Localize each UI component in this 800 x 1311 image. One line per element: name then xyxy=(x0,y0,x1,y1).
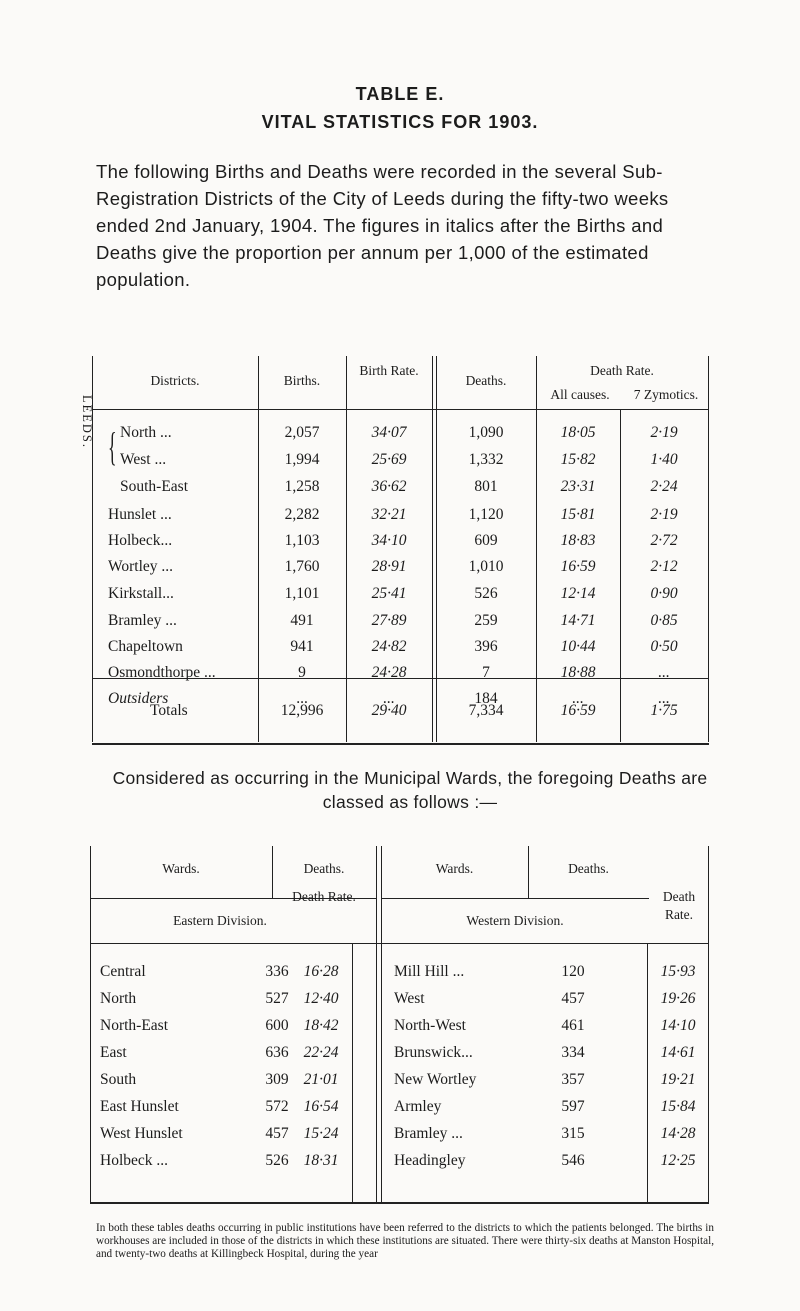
zymotics-rate: 0·50 xyxy=(650,638,678,655)
births-value: 12,996 xyxy=(280,702,324,719)
ward-deaths: 527 xyxy=(265,990,289,1007)
births-value: 1,760 xyxy=(284,558,320,575)
ward-name: Headingley xyxy=(394,1152,466,1169)
ward-death-rate: 14·61 xyxy=(660,1044,696,1061)
birth-rate-value: 32·21 xyxy=(371,506,407,523)
ward-death-rate: 22·24 xyxy=(303,1044,339,1061)
ward-deaths: 120 xyxy=(561,963,585,980)
ward-name: Brunswick... xyxy=(394,1044,473,1061)
zymotics-rate: ... xyxy=(658,690,670,707)
ward-death-rate: 12·25 xyxy=(660,1152,696,1169)
ward-name: North-East xyxy=(100,1017,169,1034)
ward-name: West Hunslet xyxy=(100,1125,183,1142)
ward-death-rate: 19·26 xyxy=(660,990,696,1007)
birth-rate-value: 25·69 xyxy=(371,451,407,468)
district-name: Chapeltown xyxy=(108,638,183,655)
all-causes-rate: 18·05 xyxy=(560,424,596,441)
all-causes-rate: ... xyxy=(572,690,584,707)
birth-rate-value: 34·07 xyxy=(371,424,407,441)
all-causes-rate: 12·14 xyxy=(560,585,596,602)
birth-rate-value: 24·28 xyxy=(371,664,407,681)
deaths-value: 259 xyxy=(474,612,498,629)
ward-death-rate: 18·31 xyxy=(303,1152,339,1169)
birth-rate-value: 28·91 xyxy=(371,558,407,575)
birth-rate-value: ... xyxy=(383,690,395,707)
all-causes-rate: 16·59 xyxy=(560,558,596,575)
header-eastern-division: Eastern Division. xyxy=(173,913,267,928)
zymotics-rate: 2·72 xyxy=(650,532,678,549)
deaths-value: 7,334 xyxy=(468,702,504,719)
header-birth-rate: Birth Rate. xyxy=(359,363,419,378)
zymotics-rate: 2·19 xyxy=(650,506,678,523)
births-value: 1,994 xyxy=(284,451,320,468)
all-causes-rate: 15·82 xyxy=(560,451,596,468)
zymotics-rate: 1·75 xyxy=(650,702,678,719)
ward-deaths: 572 xyxy=(265,1098,289,1115)
all-causes-rate: 14·71 xyxy=(560,612,596,629)
ward-name: North xyxy=(100,990,137,1007)
ward-deaths: 597 xyxy=(561,1098,585,1115)
considered-paragraph: Considered as occurring in the Municipal Wards, the foregoing Deaths are classed as follows :— xyxy=(112,768,708,812)
ward-name: Mill Hill ... xyxy=(394,963,465,980)
ward-deaths: 461 xyxy=(561,1017,585,1034)
zymotics-rate: ... xyxy=(658,664,670,681)
district-name: Totals xyxy=(150,702,188,719)
ward-deaths: 336 xyxy=(265,963,289,980)
ward-death-rate: 15·24 xyxy=(303,1125,339,1142)
district-name: Wortley ... xyxy=(108,558,174,575)
deaths-value: 1,090 xyxy=(468,424,504,441)
ward-death-rate: 15·93 xyxy=(660,963,696,980)
births-value: 2,282 xyxy=(284,506,320,523)
ward-deaths: 600 xyxy=(265,1017,289,1034)
header-deaths-east: Deaths. xyxy=(303,861,345,876)
ward-death-rate: 16·28 xyxy=(303,963,339,980)
district-name: Bramley ... xyxy=(108,612,177,629)
header-wards-east: Wards. xyxy=(162,861,200,876)
birth-rate-value: 24·82 xyxy=(371,638,407,655)
deaths-value: 184 xyxy=(474,690,498,707)
ward-deaths: 636 xyxy=(265,1044,289,1061)
header-all-causes: All causes. xyxy=(550,387,610,402)
ward-death-rate: 15·84 xyxy=(660,1098,696,1115)
header-wards-west: Wards. xyxy=(435,861,474,876)
deaths-value: 396 xyxy=(474,638,498,655)
all-causes-rate: 18·83 xyxy=(560,532,596,549)
ward-name: West xyxy=(394,990,425,1007)
table-subtitle: VITAL STATISTICS FOR 1903. xyxy=(261,112,539,132)
all-causes-rate: 10·44 xyxy=(560,638,596,655)
ward-deaths: 309 xyxy=(265,1071,289,1088)
ward-name: East xyxy=(100,1044,127,1061)
births-value: 9 xyxy=(298,664,306,681)
zymotics-rate: 1·40 xyxy=(650,451,678,468)
header-death-rate-east: Death Rate. xyxy=(292,889,356,904)
header-districts: Districts. xyxy=(150,373,200,388)
ward-deaths: 457 xyxy=(265,1125,289,1142)
birth-rate-value: 27·89 xyxy=(371,612,407,629)
ward-deaths: 357 xyxy=(561,1071,585,1088)
district-name: North ... xyxy=(120,424,172,441)
zymotics-rate: 0·90 xyxy=(650,585,678,602)
births-value: 1,103 xyxy=(284,532,320,549)
deaths-value: 1,332 xyxy=(468,451,504,468)
deaths-value: 7 xyxy=(482,664,490,681)
ward-deaths: 457 xyxy=(561,990,585,1007)
all-causes-rate: 18·88 xyxy=(560,664,596,681)
deaths-value: 526 xyxy=(474,585,498,602)
intro-paragraph: The following Births and Deaths were recorded in the several Sub-Registration Districts of the City of Leeds during the fifty-two weeks ended 2nd January, 1904. The figures in italics after the Births and Deaths give the proportion per annum per 1,000 of the estimated population. xyxy=(96,161,669,290)
header-births: Births. xyxy=(283,373,321,388)
table-title: TABLE E. xyxy=(355,84,445,104)
zymotics-rate: 2·19 xyxy=(650,424,678,441)
ward-name: Holbeck ... xyxy=(100,1152,169,1169)
zymotics-rate: 2·12 xyxy=(650,558,678,575)
all-causes-rate: 16·59 xyxy=(560,702,596,719)
ward-deaths: 546 xyxy=(561,1152,585,1169)
ward-name: Central xyxy=(100,963,146,980)
birth-rate-value: 25·41 xyxy=(371,585,407,602)
births-value: 491 xyxy=(290,612,314,629)
ward-deaths: 526 xyxy=(265,1152,289,1169)
footnote: In both these tables deaths occurring in public institutions have been referred to the districts to which the patients belonged. The births in workhouses are included in those of the districts in which these institutions are situated. There were thirty-six deaths at Manston Hospital, and twenty-two deaths at Killingbeck Hospital, during the year xyxy=(96,1222,714,1260)
leeds-label: LEEDS. xyxy=(80,395,94,450)
births-value: ... xyxy=(296,690,308,707)
ward-name: South xyxy=(100,1071,137,1088)
zymotics-rate: 2·24 xyxy=(650,478,678,495)
district-name: Holbeck... xyxy=(108,532,173,549)
births-value: 1,258 xyxy=(284,478,320,495)
ward-name: Armley xyxy=(394,1098,442,1115)
all-causes-rate: 23·31 xyxy=(560,478,596,495)
birth-rate-value: 34·10 xyxy=(371,532,407,549)
zymotics-rate: 0·85 xyxy=(650,612,678,629)
ward-death-rate: 19·21 xyxy=(660,1071,696,1088)
ward-death-rate: 12·40 xyxy=(303,990,339,1007)
birth-rate-value: 29·40 xyxy=(371,702,407,719)
ward-death-rate: 14·10 xyxy=(660,1017,696,1034)
header-deaths: Deaths. xyxy=(465,373,507,388)
header-death-rate: Death Rate. xyxy=(590,363,654,378)
ward-death-rate: 21·01 xyxy=(303,1071,339,1088)
leeds-brace: { xyxy=(108,424,117,469)
births-value: 1,101 xyxy=(284,585,320,602)
deaths-value: 1,010 xyxy=(468,558,504,575)
ward-death-rate: 16·54 xyxy=(303,1098,339,1115)
ward-death-rate: 14·28 xyxy=(660,1125,696,1142)
ward-name: North-West xyxy=(394,1017,466,1034)
deaths-value: 1,120 xyxy=(468,506,504,523)
all-causes-rate: 15·81 xyxy=(560,506,596,523)
ward-death-rate: 18·42 xyxy=(303,1017,339,1034)
district-name: West ... xyxy=(120,451,167,468)
deaths-value: 801 xyxy=(474,478,498,495)
district-name: South-East xyxy=(120,478,189,495)
district-name: Hunslet ... xyxy=(108,506,172,523)
ward-deaths: 334 xyxy=(561,1044,585,1061)
header-death-rate-west: Death Rate. xyxy=(662,889,696,922)
header-western-division: Western Division. xyxy=(466,913,564,928)
district-name: Kirkstall... xyxy=(108,585,174,602)
ward-name: East Hunslet xyxy=(100,1098,179,1115)
district-name: Osmondthorpe ... xyxy=(108,664,216,681)
ward-deaths: 315 xyxy=(561,1125,585,1142)
births-value: 2,057 xyxy=(284,424,320,441)
birth-rate-value: 36·62 xyxy=(371,478,407,495)
births-value: 941 xyxy=(290,638,314,655)
ward-name: Bramley ... xyxy=(394,1125,463,1142)
district-name: Outsiders xyxy=(108,690,169,707)
header-deaths-west: Deaths. xyxy=(568,861,609,876)
ward-name: New Wortley xyxy=(394,1071,477,1088)
deaths-value: 609 xyxy=(474,532,498,549)
header-zymotics: 7 Zymotics. xyxy=(633,387,699,402)
